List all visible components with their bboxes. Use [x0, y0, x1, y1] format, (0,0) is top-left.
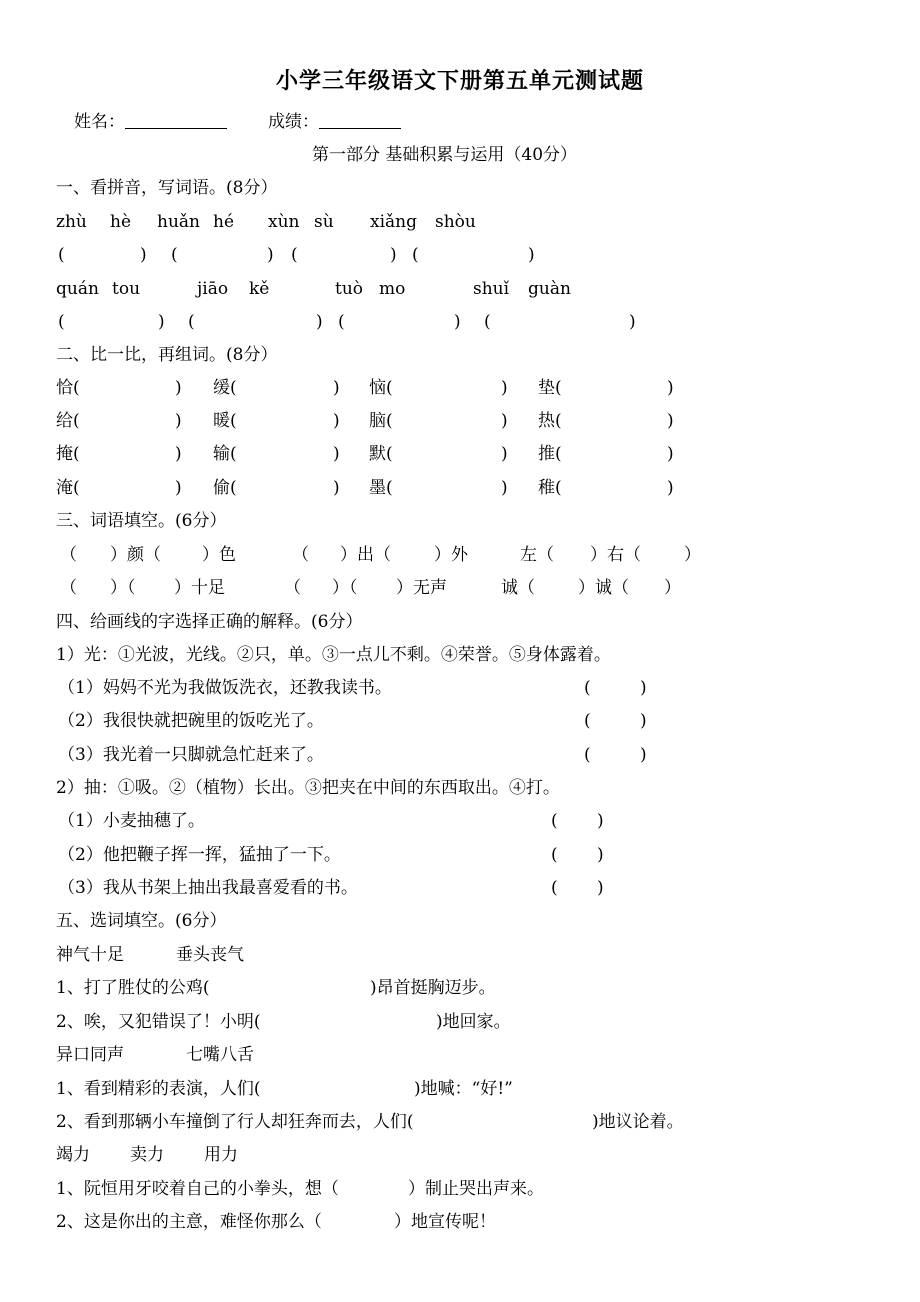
paren-open: ( — [551, 811, 558, 831]
part1-title: 第一部分 基础积累与运用（40分） — [312, 145, 578, 165]
paren-open: ( — [584, 711, 591, 731]
sentence-start: 1、打了胜仗的公鸡( — [56, 978, 210, 998]
guang-answer-3[interactable] — [584, 743, 664, 767]
paren-close: ) — [267, 245, 274, 265]
section2-heading: 二、比一比，再组词。(8分） — [56, 345, 278, 365]
section5-heading: 五、选词填空。(6分） — [56, 911, 227, 931]
paren-close: ) — [667, 411, 674, 431]
fill-part: ） — [684, 545, 701, 565]
guang-answer-1[interactable] — [584, 676, 664, 700]
paren-close: ) — [597, 845, 604, 865]
score-label: 成绩： — [268, 112, 319, 132]
pinyin: xùn — [268, 212, 300, 232]
fill-part: ）外 — [434, 545, 468, 565]
word-choices-2 — [56, 1043, 656, 1067]
fill-part: ）（ — [110, 578, 136, 598]
char-item: 垫( — [538, 378, 562, 398]
fill-part: ）十足 — [174, 578, 225, 598]
sentence-start: 1、看到精彩的表演，人们( — [56, 1079, 261, 1099]
pinyin: quán — [56, 279, 99, 299]
chou-item-2: （2）他把鞭子挥一挥，猛抽了一下。 — [58, 845, 341, 865]
sentence-start: 2、这是你出的主意，难怪你那么（ — [56, 1212, 322, 1232]
pinyin: tuò — [335, 279, 364, 299]
char-item: 恰( — [56, 378, 80, 398]
char-item: 稚( — [538, 478, 562, 498]
fill-sentence-3b[interactable] — [56, 1210, 756, 1234]
paren-close: ) — [333, 478, 340, 498]
sentence-end: ）制止哭出声来。 — [408, 1179, 544, 1199]
sentence-end: )昂首挺胸迈步。 — [370, 978, 496, 998]
name-blank[interactable] — [125, 110, 227, 129]
pinyin: huǎn — [157, 212, 200, 232]
char-item: 推( — [538, 444, 562, 464]
name-label: 姓名： — [74, 112, 125, 132]
pinyin: xiǎng — [370, 212, 417, 232]
char-item: 墨( — [369, 478, 393, 498]
pinyin: jiāo — [197, 279, 229, 299]
word-choices-3 — [56, 1143, 656, 1167]
paren-close: ) — [175, 478, 182, 498]
pinyin: kě — [249, 279, 270, 299]
section1-heading: 一、看拼音，写词语。(8分） — [56, 178, 278, 198]
pinyin: guàn — [528, 279, 571, 299]
chou-answer-3[interactable] — [551, 876, 631, 900]
paren-close: ) — [175, 378, 182, 398]
paren-close: ) — [640, 745, 647, 765]
fill-part: ）诚（ — [578, 578, 629, 598]
fill-row-2[interactable] — [56, 576, 856, 600]
paren-close: ) — [667, 444, 674, 464]
pinyin: sù — [314, 212, 334, 232]
word-choice: 七嘴八舌 — [186, 1045, 254, 1065]
fill-part: ）（ — [332, 578, 358, 598]
paren-close: ) — [640, 678, 647, 698]
pinyin-row-2 — [56, 277, 856, 301]
paren-close: ) — [501, 411, 508, 431]
word-choice: 卖力 — [130, 1145, 164, 1165]
char-item: 淹( — [56, 478, 80, 498]
paren-close: ) — [597, 878, 604, 898]
pinyin-row-1 — [56, 210, 856, 234]
guang-item-2: （2）我很快就把碗里的饭吃光了。 — [58, 711, 324, 731]
char-item: 缓( — [213, 378, 237, 398]
fill-sentence-1a[interactable] — [56, 976, 756, 1000]
paren-close: ) — [158, 312, 165, 332]
fill-sentence-2b[interactable] — [56, 1110, 756, 1134]
paren-close: ) — [597, 811, 604, 831]
pinyin: shòu — [435, 212, 476, 232]
compare-row-3[interactable] — [56, 442, 856, 466]
sentence-end: ）地宣传呢！ — [394, 1212, 496, 1232]
paren-close: ) — [667, 378, 674, 398]
fill-sentence-2a[interactable] — [56, 1077, 756, 1101]
answer-row-2[interactable] — [56, 310, 856, 334]
paren-close: ) — [390, 245, 397, 265]
pinyin: shuǐ — [473, 279, 510, 299]
fill-row-1[interactable] — [56, 543, 856, 567]
paren-open: ( — [171, 245, 178, 265]
fill-sentence-3a[interactable] — [56, 1177, 756, 1201]
paren-close: ) — [528, 245, 535, 265]
paren-close: ) — [667, 478, 674, 498]
paren-close: ) — [316, 312, 323, 332]
paren-open: ( — [551, 845, 558, 865]
paren-close: ) — [629, 312, 636, 332]
char-item: 给( — [56, 411, 80, 431]
sentence-start: 2、唉，又犯错误了！小明( — [56, 1012, 261, 1032]
compare-row-2[interactable] — [56, 409, 856, 433]
paren-close: ) — [501, 378, 508, 398]
compare-row-1-items[interactable] — [56, 376, 856, 400]
char-item: 输( — [213, 444, 237, 464]
pinyin: zhù — [56, 212, 87, 232]
fill-part: ）无声 — [396, 578, 447, 598]
char-item: 热( — [538, 411, 562, 431]
chou-item-1: （1）小麦抽穗了。 — [58, 811, 205, 831]
paren-open: ( — [338, 312, 345, 332]
paren-open: ( — [484, 312, 491, 332]
sentence-start: 2、看到那辆小车撞倒了行人却狂奔而去，人们( — [56, 1112, 414, 1132]
fill-sentence-1b[interactable] — [56, 1010, 756, 1034]
paren-close: ) — [333, 378, 340, 398]
sentence-end: )地回家。 — [436, 1012, 511, 1032]
fill-part: （ — [284, 578, 301, 598]
pinyin: hè — [110, 212, 132, 232]
paren-open: ( — [188, 312, 195, 332]
paren-open: ( — [58, 312, 65, 332]
fill-part: 左（ — [520, 545, 554, 565]
paren-close: ) — [140, 245, 147, 265]
sentence-start: 1、阮恒用牙咬着自己的小拳头，想（ — [56, 1179, 339, 1199]
chou-answer-2[interactable] — [551, 843, 631, 867]
guang-answer-2[interactable] — [584, 709, 664, 733]
score-blank[interactable] — [319, 110, 401, 129]
fill-part: 诚（ — [501, 578, 535, 598]
pinyin: hé — [213, 212, 235, 232]
question-chou: 2）抽：①吸。②（植物）长出。③把夹在中间的东西取出。④打。 — [56, 778, 560, 798]
word-choice: 用力 — [204, 1145, 238, 1165]
paren-close: ) — [175, 444, 182, 464]
chou-answer-1[interactable] — [551, 809, 631, 833]
fill-part: ）色 — [202, 545, 236, 565]
paren-close: ) — [640, 711, 647, 731]
fill-part: （ — [292, 545, 309, 565]
char-item: 偷( — [213, 478, 237, 498]
fill-part: ） — [664, 578, 681, 598]
fill-part: （ — [60, 578, 77, 598]
paren-open: ( — [412, 245, 419, 265]
paren-close: ) — [501, 444, 508, 464]
sentence-end: )地喊：“好!” — [414, 1079, 513, 1099]
pinyin: mo — [379, 279, 406, 299]
word-choice: 竭力 — [56, 1145, 90, 1165]
paren-open: ( — [291, 245, 298, 265]
paren-close: ) — [175, 411, 182, 431]
paren-close: ) — [501, 478, 508, 498]
paren-close: ) — [454, 312, 461, 332]
word-choice: 垂头丧气 — [176, 945, 244, 965]
paren-open: ( — [58, 245, 65, 265]
fill-part: ）出（ — [340, 545, 391, 565]
paren-open: ( — [551, 878, 558, 898]
question-guang: 1）光：①光波，光线。②只，单。③一点儿不剩。④荣誉。⑤身体露着。 — [56, 645, 611, 665]
char-item: 暖( — [213, 411, 237, 431]
compare-row-4[interactable] — [56, 476, 856, 500]
fill-part: ）颜（ — [110, 545, 161, 565]
sentence-end: )地议论着。 — [592, 1112, 684, 1132]
word-choice: 异口同声 — [56, 1045, 124, 1065]
paren-close: ) — [333, 411, 340, 431]
chou-item-3: （3）我从书架上抽出我最喜爱看的书。 — [58, 878, 358, 898]
char-item: 掩( — [56, 444, 80, 464]
section3-heading: 三、词语填空。(6分） — [56, 511, 227, 531]
paren-close: ) — [333, 444, 340, 464]
page-title: 小学三年级语文下册第五单元测试题 — [275, 68, 644, 94]
name-field[interactable] — [74, 110, 227, 134]
answer-row-1[interactable] — [56, 243, 856, 267]
guang-item-1: （1）妈妈不光为我做饭洗衣，还教我读书。 — [58, 678, 392, 698]
paren-open: ( — [584, 678, 591, 698]
char-item: 恼( — [369, 378, 393, 398]
score-field[interactable] — [268, 110, 401, 134]
guang-item-3: （3）我光着一只脚就急忙赶来了。 — [58, 745, 324, 765]
char-item: 默( — [369, 444, 393, 464]
fill-part: ）右（ — [590, 545, 641, 565]
word-choice: 神气十足 — [56, 945, 124, 965]
paren-open: ( — [584, 745, 591, 765]
word-choices-1 — [56, 943, 656, 967]
pinyin: tou — [112, 279, 141, 299]
char-item: 脑( — [369, 411, 393, 431]
fill-part: （ — [60, 545, 77, 565]
section4-heading: 四、给画线的字选择正确的解释。(6分） — [56, 612, 363, 632]
